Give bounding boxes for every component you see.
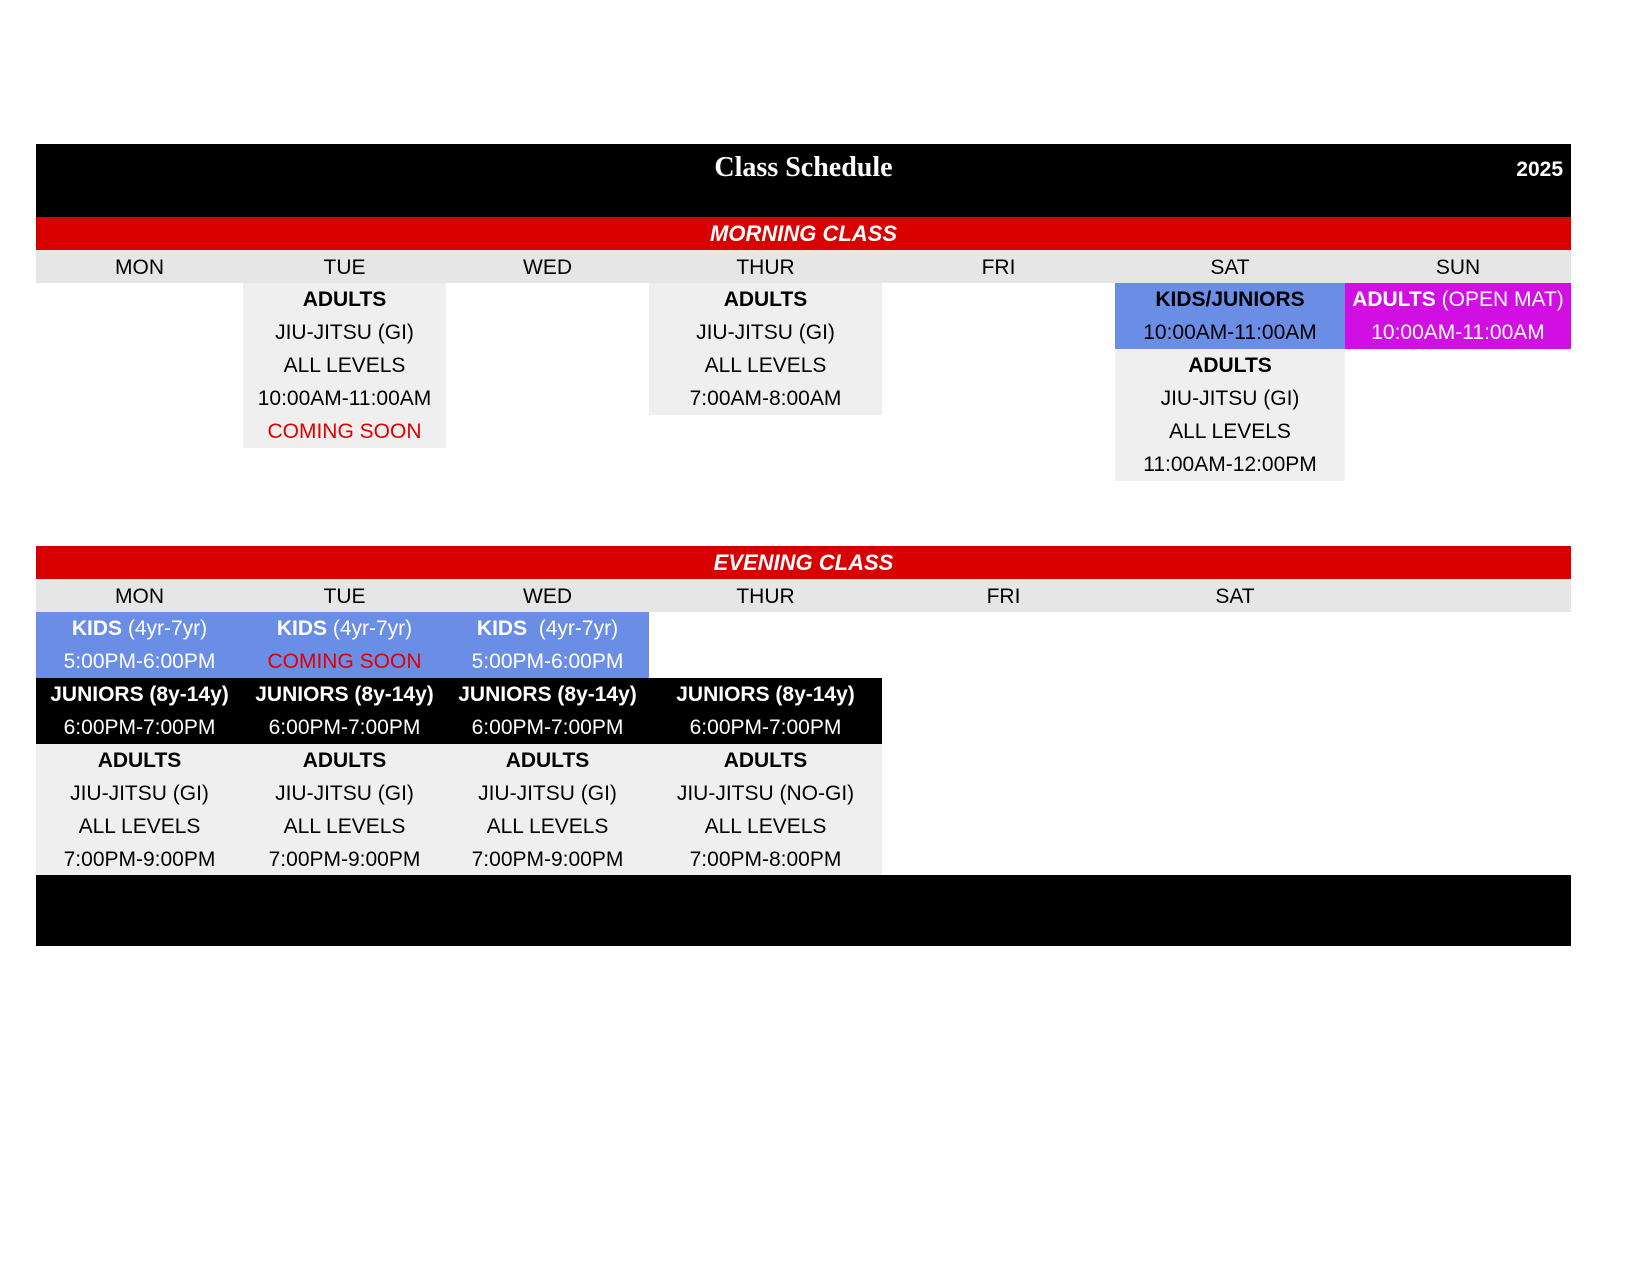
class-title: ADULTS (723, 749, 808, 772)
day-mon: MON (36, 579, 243, 612)
class-age: (4yr-7yr) (327, 617, 413, 640)
schedule-header (36, 144, 1571, 217)
evening-class-band: EVENING CLASS (36, 546, 1571, 579)
day-thur: THUR (649, 579, 882, 612)
schedule-footer (36, 875, 1571, 946)
class-title: JUNIORS (8y-14y) (458, 683, 637, 706)
class-title: ADULTS (97, 749, 182, 772)
evening-tue-kids-class (243, 612, 446, 678)
class-title: KIDS (276, 617, 327, 640)
class-level: ALL LEVELS (486, 815, 609, 838)
class-title: KIDS (476, 617, 528, 640)
evening-wed-adults-class (446, 744, 649, 876)
day-tue: TUE (243, 250, 446, 283)
class-time: 10:00AM-11:00AM (257, 387, 432, 410)
class-style: JIU-JITSU (GI) (275, 782, 414, 805)
class-time: 7:00PM-9:00PM (63, 848, 216, 871)
coming-soon-note: COMING SOON (267, 650, 422, 673)
morning-thur-adults-class (649, 283, 882, 415)
class-title: ADULTS (723, 288, 808, 311)
class-style: JIU-JITSU (GI) (696, 321, 835, 344)
day-thur: THUR (649, 250, 882, 283)
evening-day-row (36, 579, 1571, 612)
class-title: ADULTS (1188, 354, 1272, 377)
class-level: ALL LEVELS (78, 815, 201, 838)
class-time: 5:00PM-6:00PM (63, 650, 216, 673)
day-sat: SAT (1115, 250, 1345, 283)
evening-thur-juniors-class (649, 678, 882, 744)
class-title: JUNIORS (8y-14y) (50, 683, 229, 706)
evening-mon-kids-class (36, 612, 243, 678)
morning-tue-adults-class (243, 283, 446, 448)
class-time: 7:00PM-8:00PM (689, 848, 842, 871)
morning-sun-open-mat-class (1345, 283, 1571, 349)
day-tue: TUE (243, 579, 446, 612)
morning-sat-kids-class (1115, 283, 1345, 349)
class-time: 6:00PM-7:00PM (268, 716, 421, 739)
page-title: Class Schedule (714, 152, 893, 183)
class-time: 7:00PM-9:00PM (268, 848, 421, 871)
class-level: ALL LEVELS (704, 354, 827, 377)
class-time: 6:00PM-7:00PM (689, 716, 842, 739)
class-age: (4yr-7yr) (122, 617, 208, 640)
class-title: KIDS/JUNIORS (1155, 288, 1305, 311)
class-style: JIU-JITSU (GI) (1160, 387, 1300, 410)
morning-class-band: MORNING CLASS (36, 217, 1571, 250)
day-fri: FRI (882, 579, 1125, 612)
class-time: 6:00PM-7:00PM (471, 716, 624, 739)
day-mon: MON (36, 250, 243, 283)
evening-wed-kids-class (446, 612, 649, 678)
coming-soon-note: COMING SOON (267, 420, 422, 443)
class-title: JUNIORS (8y-14y) (676, 683, 855, 706)
evening-thur-adults-class (649, 744, 882, 876)
evening-mon-juniors-class (36, 678, 243, 744)
evening-wed-juniors-class (446, 678, 649, 744)
evening-tue-juniors-class (243, 678, 446, 744)
class-style: JIU-JITSU (GI) (70, 782, 209, 805)
class-style: JIU-JITSU (GI) (478, 782, 617, 805)
class-time: 7:00AM-8:00AM (689, 387, 842, 410)
class-level: ALL LEVELS (283, 354, 406, 377)
class-title: ADULTS (505, 749, 590, 772)
day-fri: FRI (882, 250, 1115, 283)
day-sun: SUN (1345, 250, 1571, 283)
class-style: JIU-JITSU (GI) (275, 321, 414, 344)
day-wed: WED (446, 250, 649, 283)
class-title: ADULTS (302, 288, 387, 311)
class-time: 5:00PM-6:00PM (471, 650, 624, 673)
evening-mon-adults-class (36, 744, 243, 876)
class-title: ADULTS (302, 749, 387, 772)
class-age: (4yr-7yr) (527, 617, 619, 640)
year-label: 2025 (1516, 158, 1563, 181)
class-level: ALL LEVELS (1169, 420, 1291, 443)
morning-day-row (36, 250, 1571, 283)
class-level: ALL LEVELS (283, 815, 406, 838)
morning-sat-adults-class (1115, 349, 1345, 481)
class-time: 6:00PM-7:00PM (63, 716, 216, 739)
class-time: 11:00AM-12:00PM (1143, 453, 1317, 476)
day-sat: SAT (1125, 579, 1345, 612)
class-title: JUNIORS (8y-14y) (255, 683, 434, 706)
day-empty (1345, 579, 1571, 612)
class-time: 7:00PM-9:00PM (471, 848, 624, 871)
class-time: 10:00AM-11:00AM (1143, 321, 1317, 344)
class-title: ADULTS (1352, 288, 1436, 311)
class-level: ALL LEVELS (704, 815, 827, 838)
class-subtitle: (OPEN MAT) (1435, 288, 1564, 311)
evening-tue-adults-class (243, 744, 446, 876)
day-wed: WED (446, 579, 649, 612)
class-time: 10:00AM-11:00AM (1371, 321, 1545, 344)
class-title: KIDS (71, 617, 122, 640)
class-style: JIU-JITSU (NO-GI) (676, 782, 855, 805)
